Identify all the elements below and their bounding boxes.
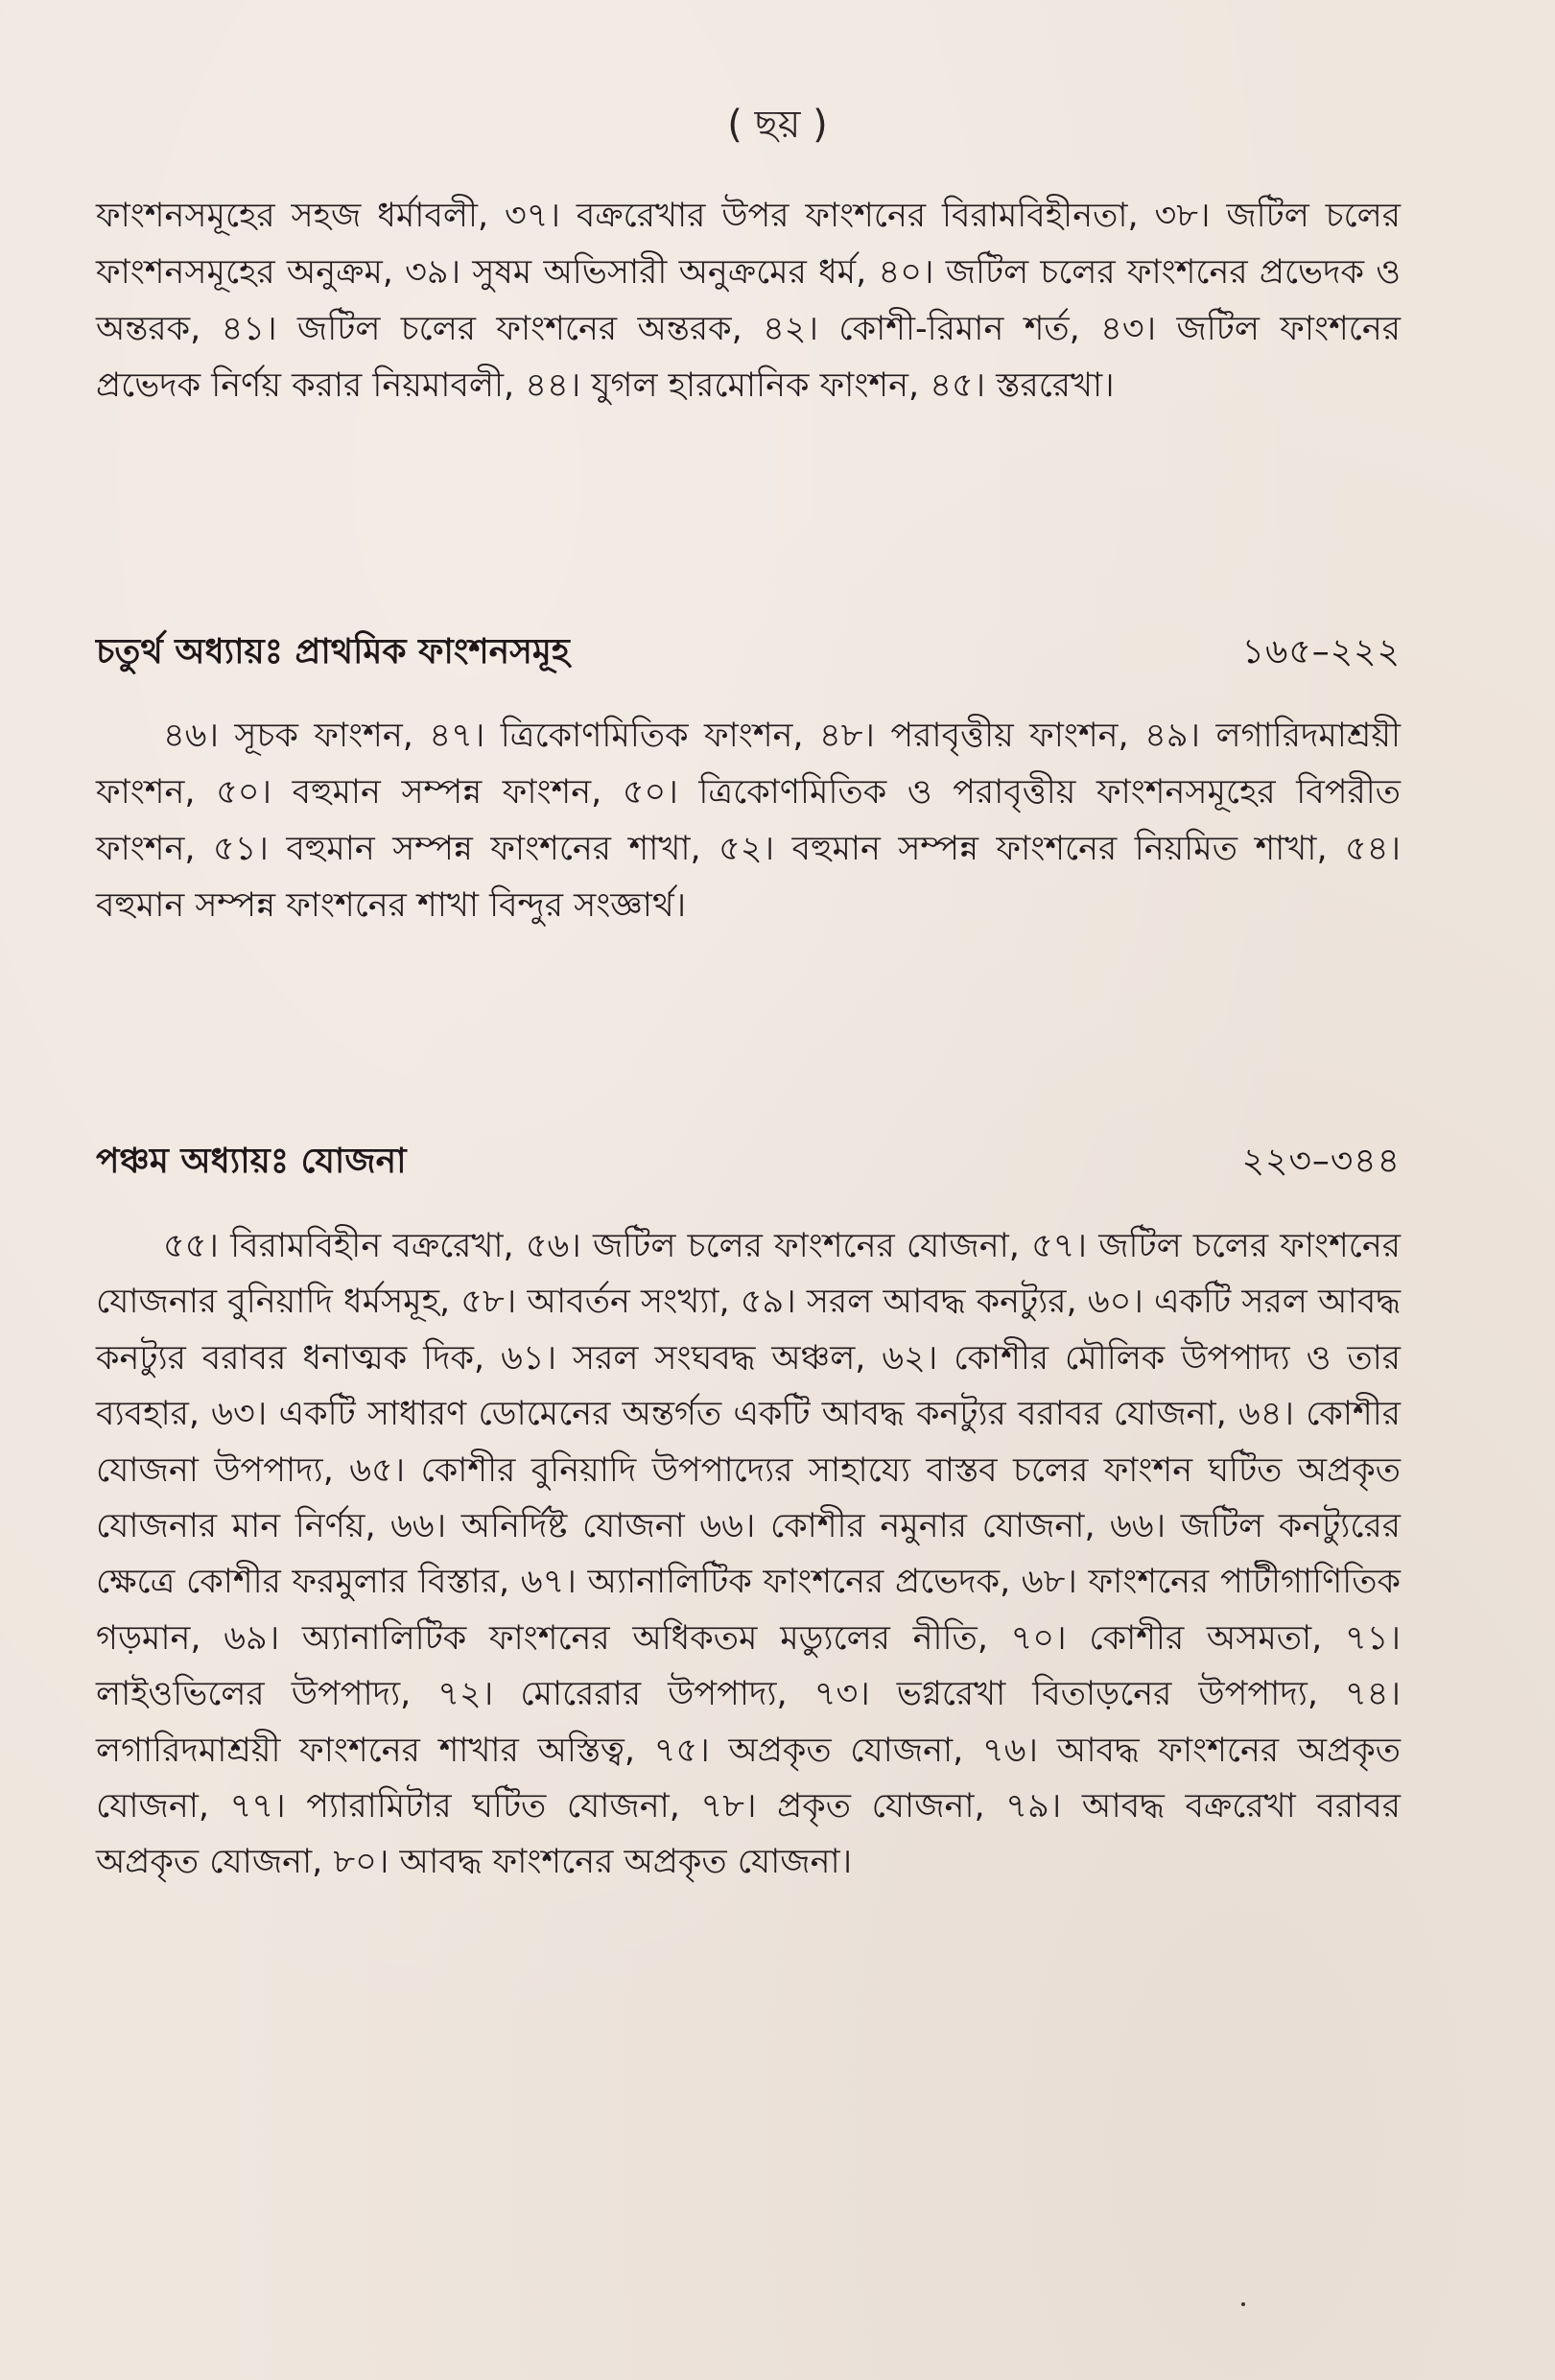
chapter-4-title: চতুর্থ অধ্যায়ঃ প্রাথমিক ফাংশনসমূহ (96, 632, 570, 672)
chapter-5-page-range: ২২৩–৩৪৪ (1241, 1142, 1401, 1181)
chapter-5-contents: ৫৫। বিরামবিহীন বক্ররেখা, ৫৬। জটিল চলের ফাংশনের যোজনা, ৫৭। জটিল চলের ফাংশনের যোজনার বুনিয়াদি ধর্মসমূহ, ৫৮। আবর্তন সংখ্যা, ৫৯। সরল আবদ্ধ কনট্যুর, ৬০। একটি সরল আবদ্ধ কনট্যুর বরাবর ধনাত্মক দিক, ৬১। সরল সংঘবদ্ধ অঞ্চল, ৬২। কোশীর মৌলিক উপপাদ্য ও তার ব্যবহার, ৬৩। একটি সাধারণ ডোমেনের অন্তর্গত একটি আবদ্ধ কনট্যুর বরাবর যোজনা, ৬৪। কোশীর যোজনা উপপাদ্য, ৬৫। কোশীর বুনিয়াদি উপপাদ্যের সাহায্যে বাস্তব চলের ফাংশন ঘটিত অপ্রকৃত যোজনার মান নির্ণয়, ৬৬। অনির্দিষ্ট যোজনা ৬৬। কোশীর নমুনার যোজনা, ৬৬। জটিল কনট্যুরের ক্ষেত্রে কোশীর ফরমুলার বিস্তার, ৬৭। অ্যানালিটিক ফাংশনের প্রভেদক, ৬৮। ফাংশনের পাটীগাণিতিক গড়মান, ৬৯। অ্যানালিটিক ফাংশনের অধিকতম মড্যুলের নীতি, ৭০। কোশীর অসমতা, ৭১। লাইওভিলের উপপাদ্য, ৭২। মোরেরার উপপাদ্য, ৭৩। ভগ্নরেখা বিতাড়নের উপপাদ্য, ৭৪। লগারিদমাশ্রয়ী ফাংশনের শাখার অস্তিত্ব, ৭৫। অপ্রকৃত যোজনা, ৭৬। আবদ্ধ ফাংশনের অপ্রকৃত যোজনা, ৭৭। প্যারামিটার ঘটিত যোজনা, ৭৮। প্রকৃত যোজনা, ৭৯। আবদ্ধ বক্ররেখা বরাবর অপ্রকৃত যোজনা, ৮০। আবদ্ধ ফাংশনের অপ্রকৃত যোজনা। (96, 1227, 1401, 1882)
chapter-4-page-range: ১৬৫–২২২ (1241, 632, 1401, 672)
chapter-5-title: পঞ্চম অধ্যায়ঃ যোজনা (96, 1142, 407, 1181)
chapter-5-heading (96, 1135, 1401, 1192)
chapter-4-heading (96, 625, 1401, 683)
paragraph-chapter-3-continued: ফাংশনসমূহের সহজ ধর্মাবলী, ৩৭। বক্ররেখার উপর ফাংশনের বিরামবিহীনতা, ৩৮। জটিল চলের ফাংশনসমূহের অনুক্রম, ৩৯। সুষম অভিসারী অনুক্রমের ধর্ম, ৪০। জটিল চলের ফাংশনের প্রভেদক ও অন্তরক, ৪১। জটিল চলের ফাংশনের অন্তরক, ৪২। কোশী-রিমান শর্ত, ৪৩। জটিল ফাংশনের প্রভেদক নির্ণয় করার নিয়মাবলী, ৪৪। যুগল হারমোনিক ফাংশন, ৪৫। স্তররেখা। (96, 197, 1401, 405)
paper-speck (1241, 2302, 1245, 2306)
chapter-4-contents: ৪৬। সূচক ফাংশন, ৪৭। ত্রিকোণমিতিক ফাংশন, ৪৮। পরাবৃত্তীয় ফাংশন, ৪৯। লগারিদমাশ্রয়ী ফাংশন, ৫০। বহুমান সম্পন্ন ফাংশন, ৫০। ত্রিকোণমিতিক ও পরাবৃত্তীয় ফাংশনসমূহের বিপরীত ফাংশন, ৫১। বহুমান সম্পন্ন ফাংশনের শাখা, ৫২। বহুমান সম্পন্ন ফাংশনের নিয়মিত শাখা, ৫৪। বহুমান সম্পন্ন ফাংশনের শাখা বিন্দুর সংজ্ঞার্থ। (96, 717, 1401, 925)
page-number: ( ছয় ) (727, 103, 828, 147)
